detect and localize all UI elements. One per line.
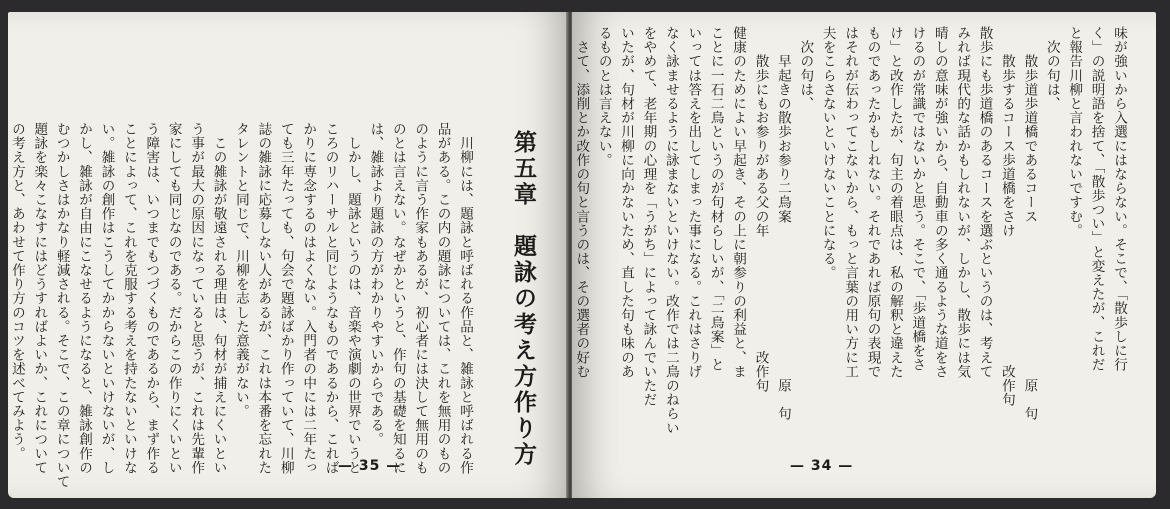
text-line: この雑詠が敬遠される理由は、句材が捕えにくいとい [210,122,227,475]
text-line: 散歩するコース歩道橋をさけ 改作句 [998,26,1015,407]
text-line: のように言う作家もあるが、初心者には決して無用のも [412,122,429,475]
page-number-35: — 35 — [338,458,402,474]
text-line: なく詠ませるように詠まないといけない。改作では二鳥のねらい [662,26,679,435]
page-number-34: — 34 — [790,458,854,474]
text-line: う障害は、いつまでもつづくものであるから、まず作る [143,122,160,475]
text-line: ものであったかもしれない。それであれば原句の表現で [864,26,881,379]
text-line: 題詠を楽々こなすにはどうすればよいか、これについて [31,122,48,475]
text-line: と報告川柳と言われないですむ。 [1066,26,1083,238]
text-line: 早起きの散歩お参り二鳥案 原 句 [774,26,791,421]
chapter-title: 第五章 題詠の考え方作り方 [510,130,537,468]
text-line: う事が最大の原因になっていると思うが、これは先輩作 [188,122,205,475]
text-line: しかし、題詠というのは、音楽や演劇の世界でいうと [344,122,361,475]
text-line: く」の説明語を捨て、「散歩つい」と変えたが、これだ [1088,26,1105,372]
text-line: い。雑詠の創作はこうしてかからないといけないが、し [98,122,115,475]
text-line: ことによって、これを克服する考えを持たないといけな [120,122,137,475]
text-line: かりに専念するのはよくない。入門者の中には二年たっ [300,122,317,475]
text-line: け」と改作したが、句主の着眼点は、私の解釈と違えた [886,26,903,379]
text-line: はそれが伝わってこないから、もっと言葉の用い方に工 [842,26,859,379]
text-line: タレントと同じで、川柳を志した意義がない。 [232,122,249,419]
text-line: のとは言えない。なぜかというと、作句の基礎を知るに [389,122,406,475]
text-line: むつかしさはかなり軽減される。そこで、この章について [53,122,70,489]
text-line: 次の句は、 [797,26,814,111]
right-page [572,12,1156,498]
text-line: ても三年たっても、句会で題詠ばかり作っていて、川柳 [277,122,294,475]
text-line: みれば現代的な話かもしれないが、しかし、散歩には気 [954,26,971,379]
text-line: 晴しの意味が強いから、自動車の多く通るような道をさ [931,26,948,379]
right-page-body [572,26,1130,440]
text-line: 散歩道歩道橋であるコース 原 句 [1021,26,1038,421]
text-line: 味が強いから入選にはならない。そこで、「散歩しに行 [1111,26,1127,372]
text-line: 夫をこらさないといけないことになる。 [819,26,836,280]
text-line: 家にしても同じなのである。だからこの作りにくいとい [165,122,182,475]
text-line: いっては答えを出してしまった事になる。これはさりげ [685,26,702,379]
text-line: けるのが常識ではないかと思う。そこで、「歩道橋をさ [909,26,926,372]
text-line: は、雑詠より題詠の方がわかりやすいからである。 [367,122,384,447]
text-line: いたが、句材が川柳に向かないため、直した句も味のあ [618,26,635,379]
text-line: 品がある。この内の題詠については、これを無用のもの [434,122,451,475]
text-line: の考え方と、あわせて作り方のコツを述べてみよう。 [8,122,25,461]
text-line: ことに一石二鳥というのが句材らしいが、「二鳥案」と [707,26,724,372]
left-page [8,12,568,498]
text-line: 川柳には、題詠と呼ばれる作品と、雑詠と呼ばれる作 [457,122,473,475]
text-line: 散歩にも歩道橋のあるコースを選ぶというのは、考えて [976,26,993,379]
text-line: ころのリハーサルと同じようなものであるから、これば [322,122,339,475]
text-line: るものとは言えない。 [595,26,612,167]
text-line: さて、添削とか改作の句と言うのは、その選者の好む [573,26,590,379]
text-line: かし、雑詠が自由にこなせるようになると、雑詠創作の [76,122,93,475]
text-line: 散歩にもお参りがある父の年 改作句 [752,26,769,393]
text-line: をやめて、老年期の心理を「うがち」によって詠んでいただ [640,26,657,407]
text-line: 誌の雑詠に応募しない人があるが、これは本番を忘れた [255,122,272,475]
text-line: 健康のためによい早起き、その上に朝参りの利益と、ま [730,26,747,379]
text-line: 次の句は、 [1043,26,1060,111]
